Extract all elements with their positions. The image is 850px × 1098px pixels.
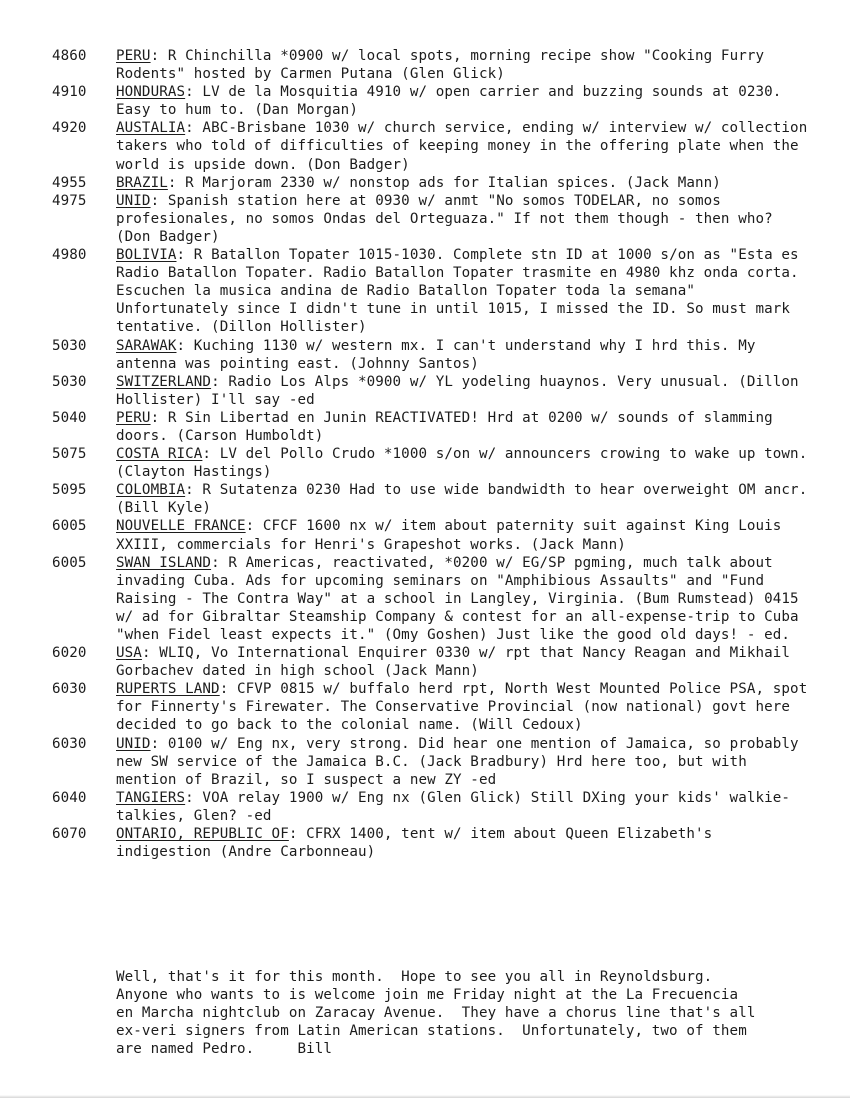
- entry-body: [116, 517, 812, 553]
- frequency: 6005: [52, 518, 87, 535]
- entry-text: : VOA relay 1900 w/ Eng nx (Glen Glick) Still DXing your kids' walkie-talkies, Glen? -ed: [116, 789, 791, 824]
- log-entry: [52, 481, 812, 517]
- country-name: COSTA RICA: [116, 446, 203, 463]
- frequency: 5030: [52, 373, 87, 390]
- country-name: SWITZERLAND: [116, 373, 212, 390]
- entry-text: : Spanish station here at 0930 w/ anmt "No somos TODELAR, no somos profesionales, no somos Ondas del Orteguaza." If not them though - then who? (Don Badger): [116, 192, 773, 245]
- frequency: 4975: [52, 192, 87, 209]
- log-entry: [52, 119, 812, 173]
- frequency: 6005: [52, 554, 87, 571]
- entry-body: [116, 644, 812, 680]
- entry-body: [116, 680, 812, 734]
- log-entry: [52, 337, 812, 373]
- entry-body: [116, 554, 812, 644]
- entry-body: [116, 789, 812, 825]
- entry-text: : WLIQ, Vo International Enquirer 0330 w/ rpt that Nancy Reagan and Mikhail Gorbachev dated in high school (Jack Mann): [116, 645, 791, 680]
- entry-text: : R Sutatenza 0230 Had to use wide bandwidth to hear overweight OM ancr. (Bill Kyle): [116, 482, 808, 517]
- entry-body: [116, 174, 812, 192]
- entry-text: : CFCF 1600 nx w/ item about paternity suit against King Louis XXIII, commercials for Henri's Grapeshot works. (Jack Mann): [116, 518, 782, 553]
- entry-text: : ABC-Brisbane 1030 w/ church service, ending w/ interview w/ collection takers who told of difficulties of keeping money in the offering plate when the world is upside down. (Don Badger): [116, 120, 808, 173]
- entry-text: : LV de la Mosquitia 4910 w/ open carrier and buzzing sounds at 0230. Easy to hum to. (Dan Morgan): [116, 84, 782, 119]
- country-name: USA: [116, 645, 142, 662]
- log-entry: [52, 47, 812, 83]
- country-name: UNID: [116, 735, 151, 752]
- frequency: 4860: [52, 48, 87, 64]
- country-name: COLOMBIA: [116, 482, 186, 499]
- log-entry: [52, 517, 812, 553]
- country-name: RUPERTS LAND: [116, 681, 220, 698]
- frequency: 4980: [52, 247, 87, 264]
- frequency: 4955: [52, 174, 87, 191]
- entry-text: : R Batallon Topater 1015-1030. Complete stn ID at 1000 s/on as "Esta es Radio Batallon Topater. Radio Batallon Topater trasmite en 4980 khz onda corta. Escuchen la musica andina de Radio Batallon Topater toda la semana" Unfortunately since I didn't tune in until 1015, I missed the ID. So must mark tentative. (Dillon Hollister): [116, 247, 799, 336]
- country-name: HONDURAS: [116, 84, 186, 101]
- frequency: 6030: [52, 681, 87, 698]
- country-name: BRAZIL: [116, 174, 168, 191]
- entry-text: : CFVP 0815 w/ buffalo herd rpt, North West Mounted Police PSA, spot for Finnerty's Firewater. The Conservative Provincial (now national) govt here decided to go back to the colonial name. (Will Cedoux): [116, 681, 808, 734]
- log-entry: [52, 680, 812, 734]
- entry-text: : 0100 w/ Eng nx, very strong. Did hear one mention of Jamaica, so probably new SW service of the Jamaica B.C. (Jack Bradbury) Hrd here too, but with mention of Brazil, so I suspect a new ZY -ed: [116, 735, 799, 788]
- entry-body: [116, 246, 812, 336]
- frequency: 4920: [52, 120, 87, 137]
- frequency: 4910: [52, 84, 87, 101]
- frequency: 6020: [52, 645, 87, 662]
- frequency: 5095: [52, 482, 87, 499]
- log-entry: [52, 192, 812, 246]
- country-name: SARAWAK: [116, 337, 177, 354]
- log-entry: [52, 174, 812, 192]
- frequency: 5030: [52, 337, 87, 354]
- frequency: 5040: [52, 409, 87, 426]
- entry-text: : R Marjoram 2330 w/ nonstop ads for Italian spices. (Jack Mann): [167, 174, 721, 191]
- frequency: 6030: [52, 735, 87, 752]
- entry-body: [116, 337, 812, 373]
- entry-body: [116, 409, 812, 445]
- country-name: PERU: [116, 409, 151, 426]
- entry-body: [116, 83, 812, 119]
- country-name: BOLIVIA: [116, 247, 177, 264]
- log-entry: [52, 409, 812, 445]
- country-name: PERU: [116, 48, 151, 64]
- entry-body: [116, 47, 812, 83]
- log-entry: [52, 735, 812, 789]
- entry-body: [116, 192, 812, 246]
- country-name: ONTARIO, REPUBLIC OF: [116, 826, 289, 843]
- entry-text: : Radio Los Alps *0900 w/ YL yodeling huaynos. Very unusual. (Dillon Hollister) I'll say -ed: [116, 373, 799, 408]
- entry-text: : R Americas, reactivated, *0200 w/ EG/SP pgming, much talk about invading Cuba. Ads for upcoming seminars on "Amphibious Assaults" and "Fund Raising - The Contra Way" at a school in Langley, Virginia. (Bum Rumstead) 0415 w/ ad for Gibraltar Steamship Company & contest for an all-expense-trip to Cuba "when Fidel least expects it." (Omy Goshen) Just like the good old days! - ed.: [116, 554, 799, 643]
- frequency: 6040: [52, 789, 87, 806]
- entry-text: : CFRX 1400, tent w/ item about Queen Elizabeth's indigestion (Andre Carbonneau): [116, 826, 713, 861]
- entry-body: [116, 373, 812, 409]
- log-entry: [52, 246, 812, 336]
- entry-body: [116, 119, 812, 173]
- country-name: TANGIERS: [116, 789, 186, 806]
- log-entry: [52, 825, 812, 861]
- log-entry: [52, 789, 812, 825]
- country-name: AUSTALIA: [116, 120, 186, 137]
- country-name: NOUVELLE FRANCE: [116, 518, 246, 535]
- log-entry: [52, 445, 812, 481]
- entry-text: : LV del Pollo Crudo *1000 s/on w/ announcers crowing to wake up town. (Clayton Hastings): [116, 446, 808, 481]
- closing-paragraph: Well, that's it for this month. Hope to see you all in Reynoldsburg. Anyone who wants to is welcome join me Friday night at the La Frecuencia en Marcha nightclub on Zaracay Avenue. They have a chorus line that's all ex-veri signers from Latin American stations. Unfortunately, two of them are named Pedro. Bill: [116, 969, 765, 1058]
- entry-body: [116, 445, 812, 481]
- entry-text: : R Sin Libertad en Junin REACTIVATED! Hrd at 0200 w/ sounds of slamming doors. (Carson Humboldt): [116, 409, 773, 444]
- entry-text: : R Chinchilla *0900 w/ local spots, morning recipe show "Cooking Furry Rodents" hosted by Carmen Putana (Glen Glick): [116, 48, 765, 83]
- log-entry: [52, 83, 812, 119]
- entry-body: [116, 481, 812, 517]
- log-entry: [52, 373, 812, 409]
- loggings-list: [52, 47, 812, 861]
- frequency: 6070: [52, 826, 87, 843]
- entry-body: [116, 825, 812, 861]
- log-entry: [52, 554, 812, 644]
- country-name: SWAN ISLAND: [116, 554, 212, 571]
- entry-text: : Kuching 1130 w/ western mx. I can't understand why I hrd this. My antenna was pointing east. (Johnny Santos): [116, 337, 756, 372]
- frequency: 5075: [52, 446, 87, 463]
- country-name: UNID: [116, 192, 151, 209]
- log-entry: [52, 644, 812, 680]
- entry-body: [116, 735, 812, 789]
